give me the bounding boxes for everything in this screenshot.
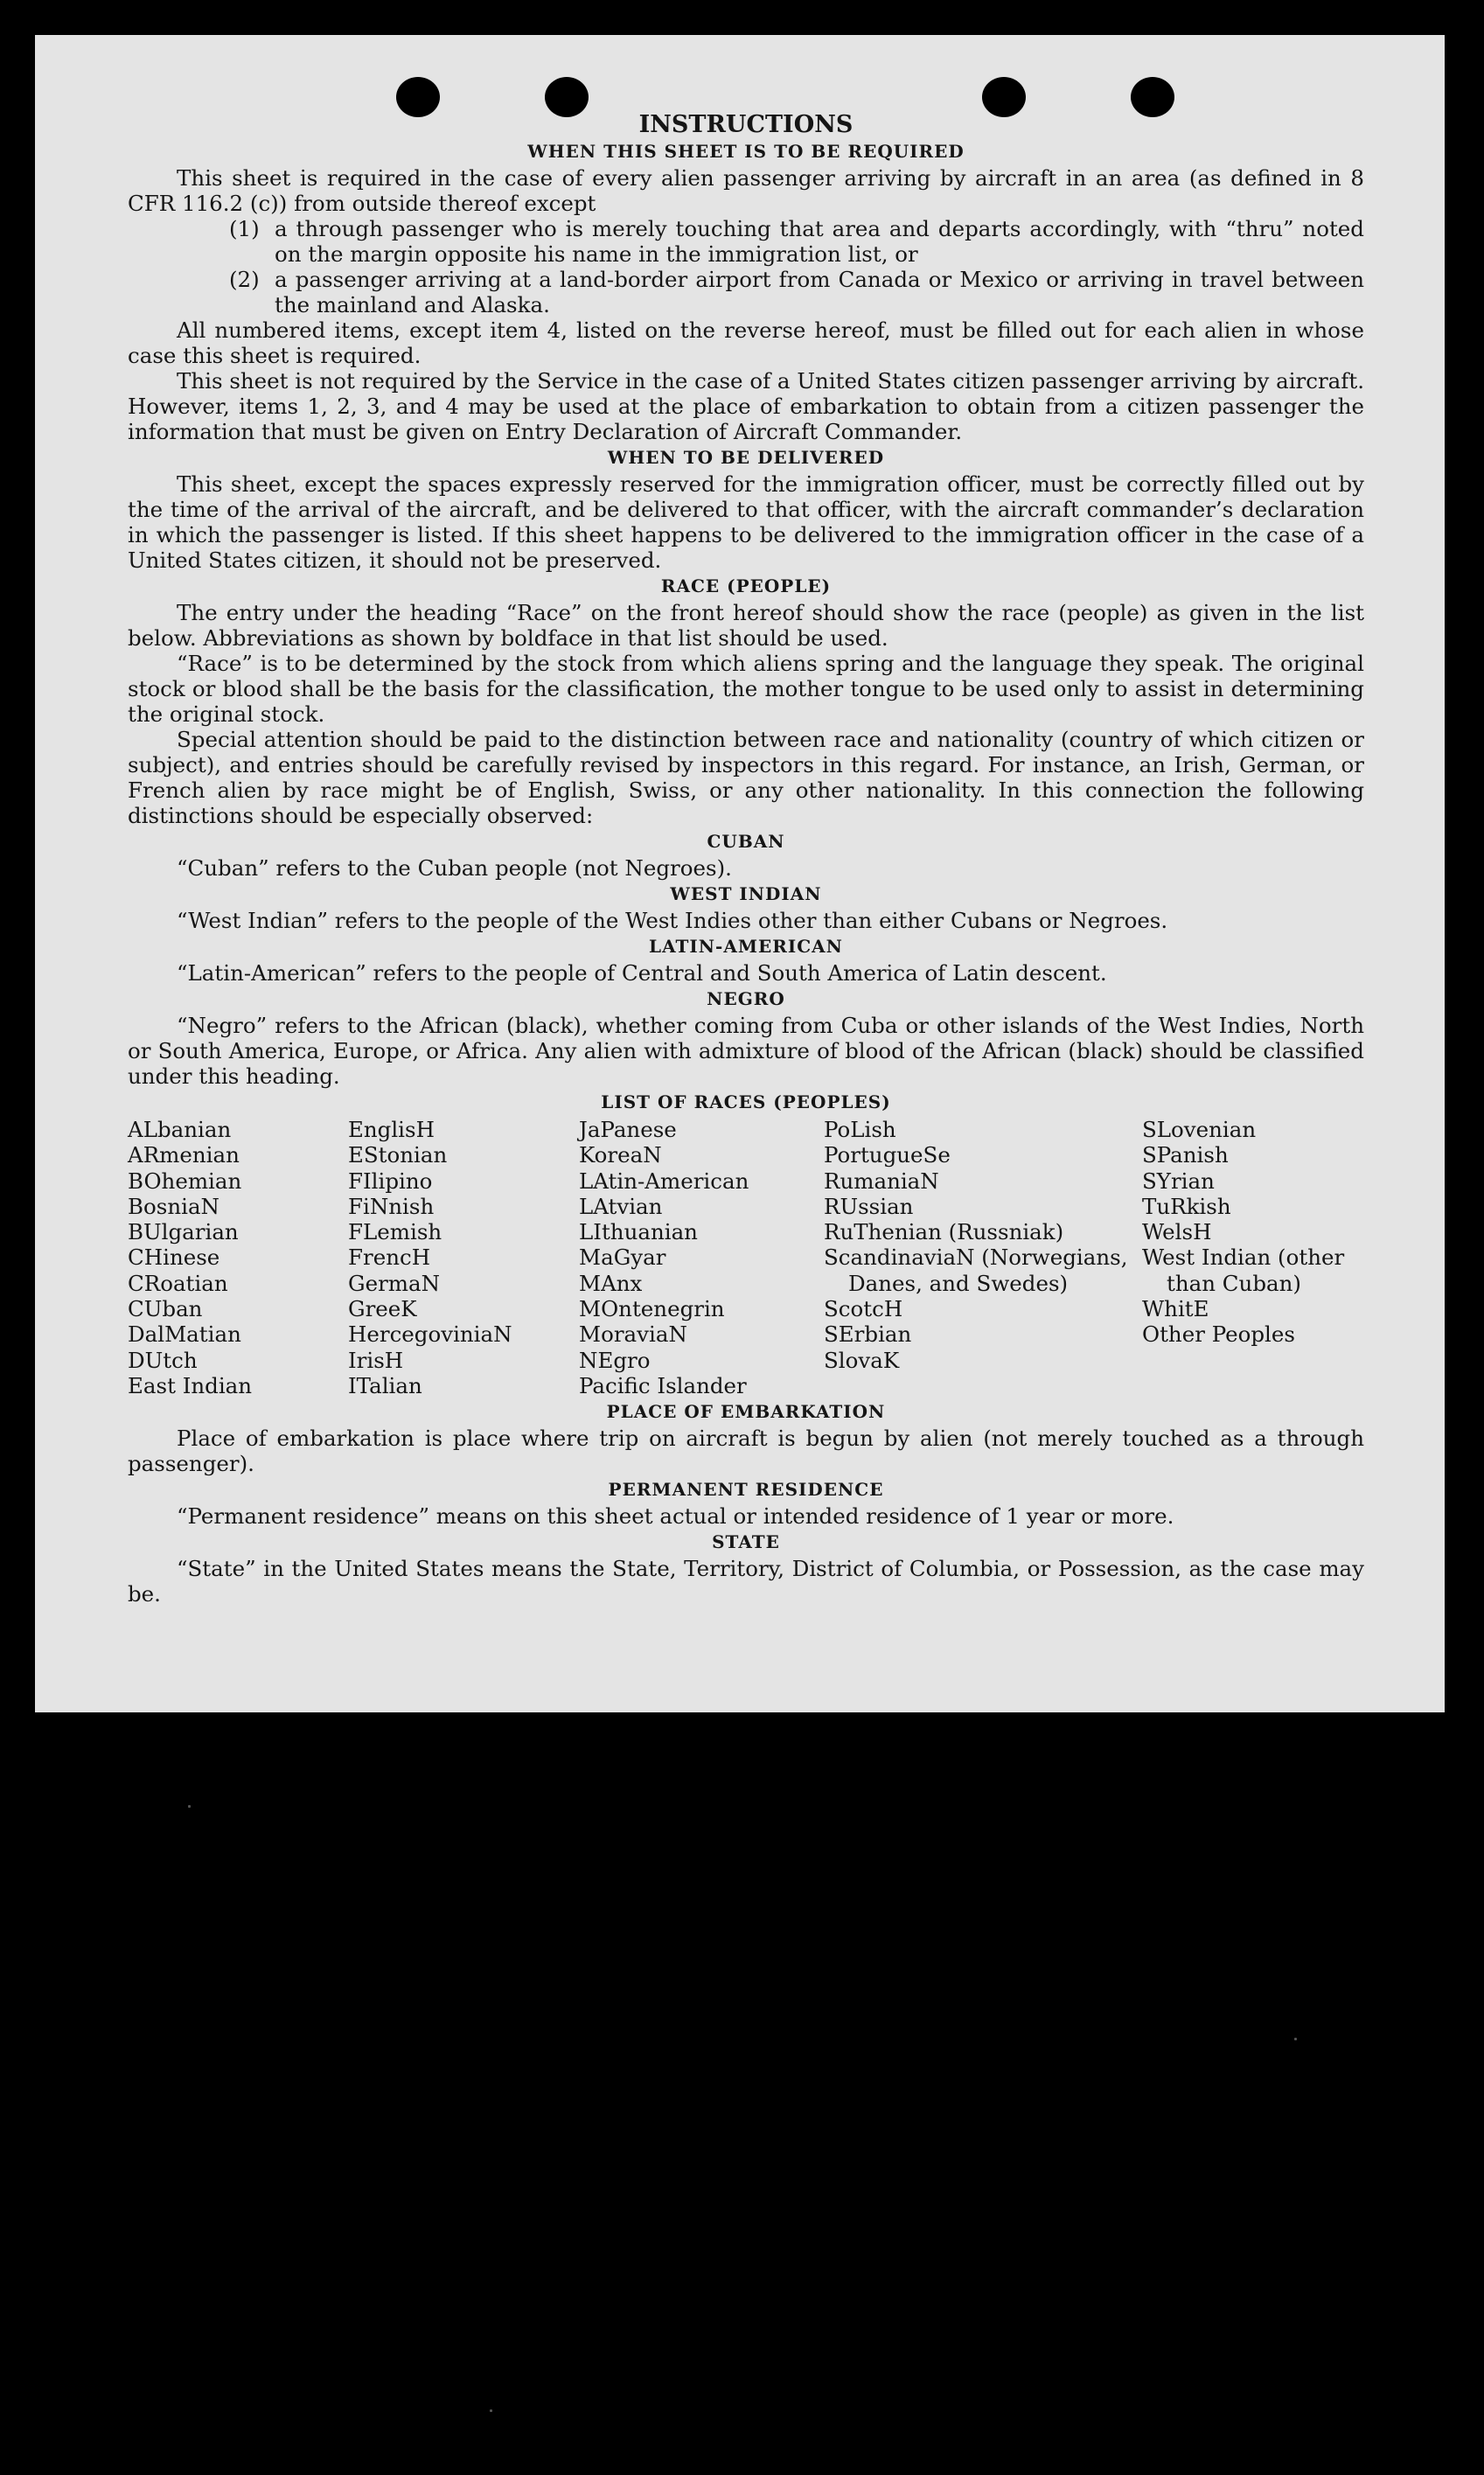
heading-west-indian: WEST INDIAN	[670, 883, 822, 904]
paragraph: “Latin-American” refers to the people of Central and South America of Latin descent.	[177, 960, 1107, 986]
list-item	[229, 267, 1364, 317]
dust-speck	[188, 1805, 191, 1808]
race-entry: DalMatian	[128, 1321, 241, 1348]
race-entry: LIthuanian	[579, 1219, 698, 1245]
paragraph: “State” in the United States means the State, Territory, District of Columbia, or Possession, as the case may be.	[128, 1556, 1364, 1607]
heading-permanent-residence: PERMANENT RESIDENCE	[608, 1479, 884, 1501]
paragraph: All numbered items, except item 4, listed on the reverse hereof, must be filled out for each alien in whose case this sheet is required.	[128, 317, 1364, 368]
race-entry: CHinese	[128, 1244, 220, 1271]
heading-place-of-embarkation: PLACE OF EMBARKATION	[606, 1401, 886, 1423]
list-item	[229, 216, 1364, 267]
race-entry: SLovenian	[1142, 1117, 1257, 1142]
race-entry: Pacific Islander	[579, 1372, 747, 1398]
paragraph: Special attention should be paid to the distinction between race and nationality (country of which citizen or subject), and entries should be carefully revised by inspectors in this regard. For instance, an Irish, German, or French alien by race might be of English, Swiss, or any other nationality. In this connection the following distinctions should be especially observed:	[128, 727, 1364, 828]
race-entry: RUssian	[824, 1193, 914, 1219]
race-entry: RuThenian (Russniak)	[824, 1219, 1064, 1245]
race-entry: MoraviaN	[579, 1321, 687, 1348]
race-entry: WelsH	[1142, 1219, 1212, 1245]
item-number: (2)	[229, 267, 260, 292]
heading-state: STATE	[712, 1531, 780, 1553]
race-entry: CUban	[128, 1296, 203, 1322]
race-entry: NEgro	[579, 1347, 651, 1373]
race-entry: EnglisH	[348, 1117, 435, 1142]
race-entry: SlovaK	[824, 1347, 900, 1373]
race-entry: MOntenegrin	[579, 1296, 725, 1322]
race-entry: PoLish	[824, 1117, 896, 1142]
heading-when-delivered: WHEN TO BE DELIVERED	[607, 447, 885, 468]
race-entry: MaGyar	[579, 1244, 666, 1271]
heading-list-of-races: LIST OF RACES (PEOPLES)	[601, 1091, 891, 1112]
race-entry: BosniaN	[128, 1193, 219, 1219]
race-entry: FrencH	[348, 1244, 431, 1271]
race-column	[579, 1117, 824, 1398]
race-column	[824, 1117, 1142, 1398]
paragraph: This sheet is not required by the Service in the case of a United States citizen passenger arriving by aircraft. However, items 1, 2, 3, and 4 may be used at the place of embarkation to obtain from a citizen passenger the information that must be given on Entry Declaration of Aircraft Commander.	[128, 368, 1364, 444]
document-sheet	[35, 35, 1445, 1712]
race-entry: ScandinaviaN (Norwegians, Danes, and Swedes)	[824, 1244, 1128, 1296]
heading-when-required: WHEN THIS SHEET IS TO BE REQUIRED	[527, 141, 965, 162]
race-entry: GermaN	[348, 1270, 441, 1296]
heading-latin-american: LATIN-AMERICAN	[649, 936, 843, 957]
race-entry: ScotcH	[824, 1296, 903, 1322]
race-entry: BOhemian	[128, 1168, 242, 1194]
dust-speck	[1294, 2038, 1297, 2040]
race-entry: ITalian	[348, 1372, 422, 1398]
paragraph: “West Indian” refers to the people of the West Indies other than either Cubans or Negroes.	[177, 908, 1168, 933]
race-entry: MAnx	[579, 1270, 643, 1296]
race-entry: CRoatian	[128, 1270, 228, 1296]
paragraph: “Permanent residence” means on this sheet actual or intended residence of 1 year or more.	[177, 1503, 1174, 1530]
race-entry: SPanish	[1142, 1142, 1229, 1168]
race-entry: HercegoviniaN	[348, 1321, 512, 1348]
race-entry: East Indian	[128, 1372, 253, 1398]
race-entry: KoreaN	[579, 1142, 662, 1168]
race-entry: JaPanese	[579, 1117, 677, 1142]
dust-speck	[490, 2409, 492, 2412]
race-list	[128, 1117, 1364, 1398]
item-text: a through passenger who is merely touching that area and departs accordingly, with “thru” noted on the margin opposite his name in the immigration list, or	[275, 216, 1364, 267]
race-entry: PortugueSe	[824, 1142, 951, 1168]
paragraph: “Cuban” refers to the Cuban people (not Negroes).	[177, 855, 732, 881]
item-text: a passenger arriving at a land-border airport from Canada or Mexico or arriving in travel between the mainland and Alaska.	[275, 267, 1364, 317]
race-entry: GreeK	[348, 1296, 417, 1322]
paragraph: This sheet is required in the case of every alien passenger arriving by aircraft in an area (as defined in 8 CFR 116.2 (c)) from outside thereof except	[128, 165, 1364, 216]
race-column	[128, 1117, 348, 1398]
race-entry: TuRkish	[1142, 1193, 1231, 1219]
race-entry: Other Peoples	[1142, 1321, 1295, 1348]
race-entry: WhitE	[1142, 1296, 1209, 1322]
race-entry: ARmenian	[128, 1142, 240, 1168]
document-title: INSTRUCTIONS	[638, 111, 853, 138]
race-entry: SYrian	[1142, 1168, 1215, 1194]
race-entry: SErbian	[824, 1321, 912, 1348]
heading-negro: NEGRO	[707, 988, 785, 1009]
race-entry: FLemish	[348, 1219, 442, 1245]
race-entry: West Indian (other than Cuban)	[1142, 1244, 1345, 1296]
paragraph: Place of embarkation is place where trip on aircraft is begun by alien (not merely touched as a through passenger).	[128, 1426, 1364, 1477]
item-number: (1)	[229, 216, 260, 241]
race-entry: DUtch	[128, 1347, 198, 1373]
paragraph: “Race” is to be determined by the stock from which aliens spring and the language they speak. The original stock or blood shall be the basis for the classification, the mother tongue to be used only to assist in determining the original stock.	[128, 651, 1364, 727]
race-entry: ALbanian	[128, 1117, 232, 1142]
race-entry: FIlipino	[348, 1168, 433, 1194]
paragraph: “Negro” refers to the African (black), whether coming from Cuba or other islands of the West Indies, North or South America, Europe, or Africa. Any alien with admixture of blood of the African (black) should be classified under this heading.	[128, 1013, 1364, 1089]
race-entry: IrisH	[348, 1347, 404, 1373]
race-column	[1142, 1117, 1364, 1398]
race-entry: FiNnish	[348, 1193, 435, 1219]
race-entry: RumaniaN	[824, 1168, 939, 1194]
heading-race: RACE (PEOPLE)	[660, 575, 832, 596]
heading-cuban: CUBAN	[707, 831, 785, 852]
race-entry: LAtin-American	[579, 1168, 749, 1194]
race-column	[348, 1117, 579, 1398]
paragraph: This sheet, except the spaces expressly reserved for the immigration officer, must be correctly filled out by the time of the arrival of the aircraft, and be delivered to that officer, with the aircraft commander’s declaration in which the passenger is listed. If this sheet happens to be delivered to the immigration officer in the case of a United States citizen, it should not be preserved.	[128, 471, 1364, 573]
paragraph: The entry under the heading “Race” on the front hereof should show the race (people) as given in the list below. Abbreviations as shown by boldface in that list should be used.	[128, 600, 1364, 651]
race-entry: LAtvian	[579, 1193, 663, 1219]
instructions-content	[128, 98, 1364, 1607]
race-entry: BUlgarian	[128, 1219, 239, 1245]
race-entry: EStonian	[348, 1142, 448, 1168]
